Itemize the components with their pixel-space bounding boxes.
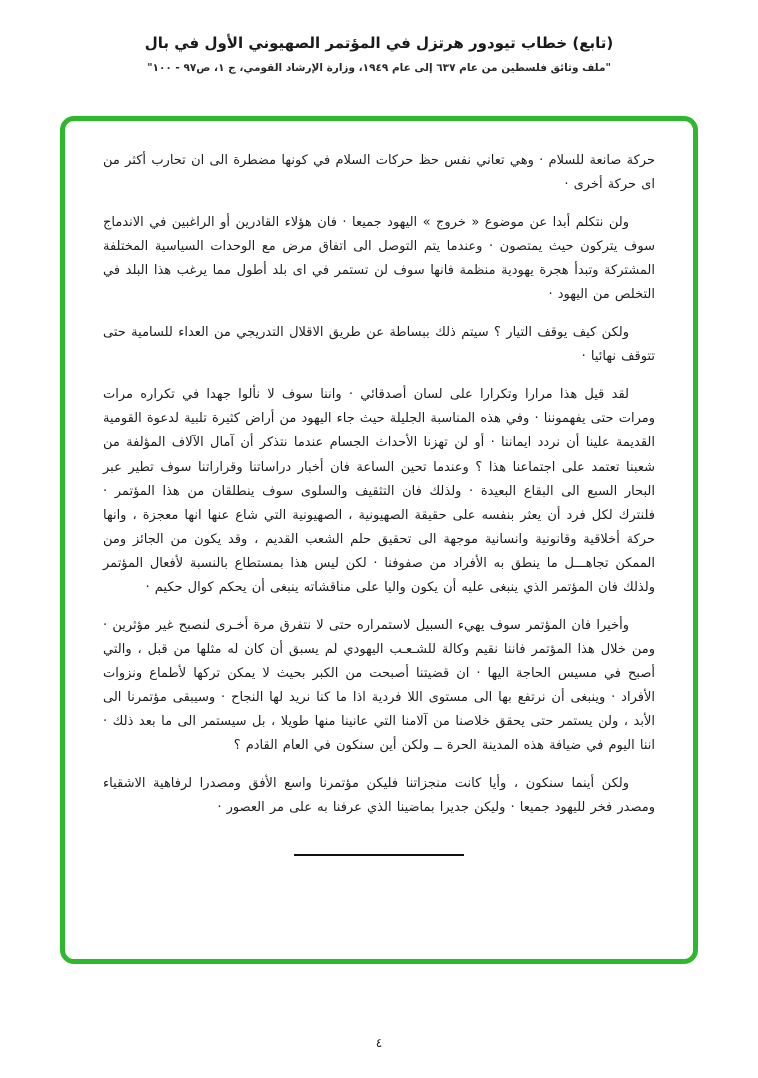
body-paragraph: لقد قيل هذا مرارا وتكرارا على لسان أصدقائي · واننا سوف لا نألوا جهدا في تكراره مرات ومرات حتى يفهموننا · وفي هذه المناسبة الجليلة حيث جاء اليهود من أراض كثيرة تلبية لدعوة القومية القديمة علينا أن نردد ايماننا · أو لن تهزنا الأحداث الجسام عندما نتذكر أن آمال الآلاف المؤلفة من شعبنا تعتمد على اجتماعنا هذا ؟ وعندما تحين الساعة فان أخبار دراساتنا وقراراتنا سوف تطير عبر البحار السبع الى البقاع البعيدة · ولذلك فان التثقيف والسلوى سوف ينطلقان من هذا المؤتمر · فلنترك لكل فرد أن يعثر بنفسه على حقيقة الصهيونية ، الصهيونية التي شاع عنها انها معجزة ، وانها حركة أخلاقية وقانونية وانسانية موجهة الى تحقيق حلم الشعب القديم ، وقد يكون من الجائز ومن الممكن تجاهـــل ما ينطق به الأفراد من صفوفنا · لكن ليس هذا بمستطاع بالنسبة لأفعال المؤتمر ولذلك فان المؤتمر الذي ينبغى عليه أن يكون واليا على مناقشاته ينبغى أن يحكم كوال حكيم · bbox=[103, 387, 655, 595]
body-paragraph: ولكن أينما سنكون ، وأيا كانت منجزاتنا فليكن مؤتمرنا واسع الأفق ومصدرا لرفاهية الاشقياء ومصدر فخر لليهود جميعا · وليكن جديرا بماضينا الذي عرفنا به على مر العصور · bbox=[103, 776, 655, 816]
body-paragraph: ولكن كيف يوقف التيار ؟ سيتم ذلك ببساطة عن طريق الاقلال التدريجي من العداء للسامية حتى تتوقف نهائيا · bbox=[103, 325, 655, 365]
green-border-frame bbox=[60, 116, 698, 964]
document-title: (تابع) خطاب تيودور هرتزل في المؤتمر الصهيوني الأول في بال bbox=[144, 34, 614, 52]
footnote-separator-line bbox=[294, 854, 464, 856]
body-paragraph: حركة صانعة للسلام · وهي تعاني نفس حظ حركات السلام في كونها مضطرة الى ان تحارب أكثر من اى حركة أخرى · bbox=[103, 153, 655, 193]
document-header bbox=[0, 0, 758, 74]
page-number: ٤ bbox=[375, 1036, 383, 1050]
body-paragraph: ولن نتكلم أبدا عن موضوع « خروج » اليهود جميعا · فان هؤلاء القادرين أو الراغبين في الاندماج سوف يتركون حيث يمتصون · وعندما يتم التوصل الى اتفاق مرض مع الوحدات السياسية المختلفة المشتركة وتبدأ هجرة يهودية منظمة فانها سوف لن تستمر في اى بلد أطول مما يرغب هذا البلد في التخلص من اليهود · bbox=[103, 215, 655, 303]
document-source-citation: "ملف وثائق فلسطين من عام ٦٣٧ إلى عام ١٩٤٩، وزارة الإرشاد القومي، ج ١، ص٩٧ - ١٠٠" bbox=[147, 62, 611, 74]
body-paragraph: وأخيرا فان المؤتمر سوف يهيء السبيل لاستمراره حتى لا نتفرق مرة أخـرى لنصبح غير مؤثرين · ومن خلال هذا المؤتمر فاننا نقيم وكالة للشـعـب اليهودي لم يسبق أن كان له مثلها من قبل ، والتي أصبح في مسيس الحاجة اليها · ان قضيتنا أصبحت من الكبر بحيث لا يمكن تركها لأطماع ونزوات الأفراد · وينبغى أن نرتفع بها الى مستوى اللا فردية اذا ما كنا نريد لها النجاح · وسيبقى مؤتمرنا الى الأبد ، ولن يستمر حتى يحقق خلاصنا من آلامنا التي عانينا منها طويلا ، بل سيستمر الى ما بعد ذلك · اننا اليوم في ضيافة هذه المدينة الحرة ــ ولكن أين سنكون في العام القادم ؟ bbox=[103, 617, 655, 754]
document-body bbox=[65, 121, 693, 856]
